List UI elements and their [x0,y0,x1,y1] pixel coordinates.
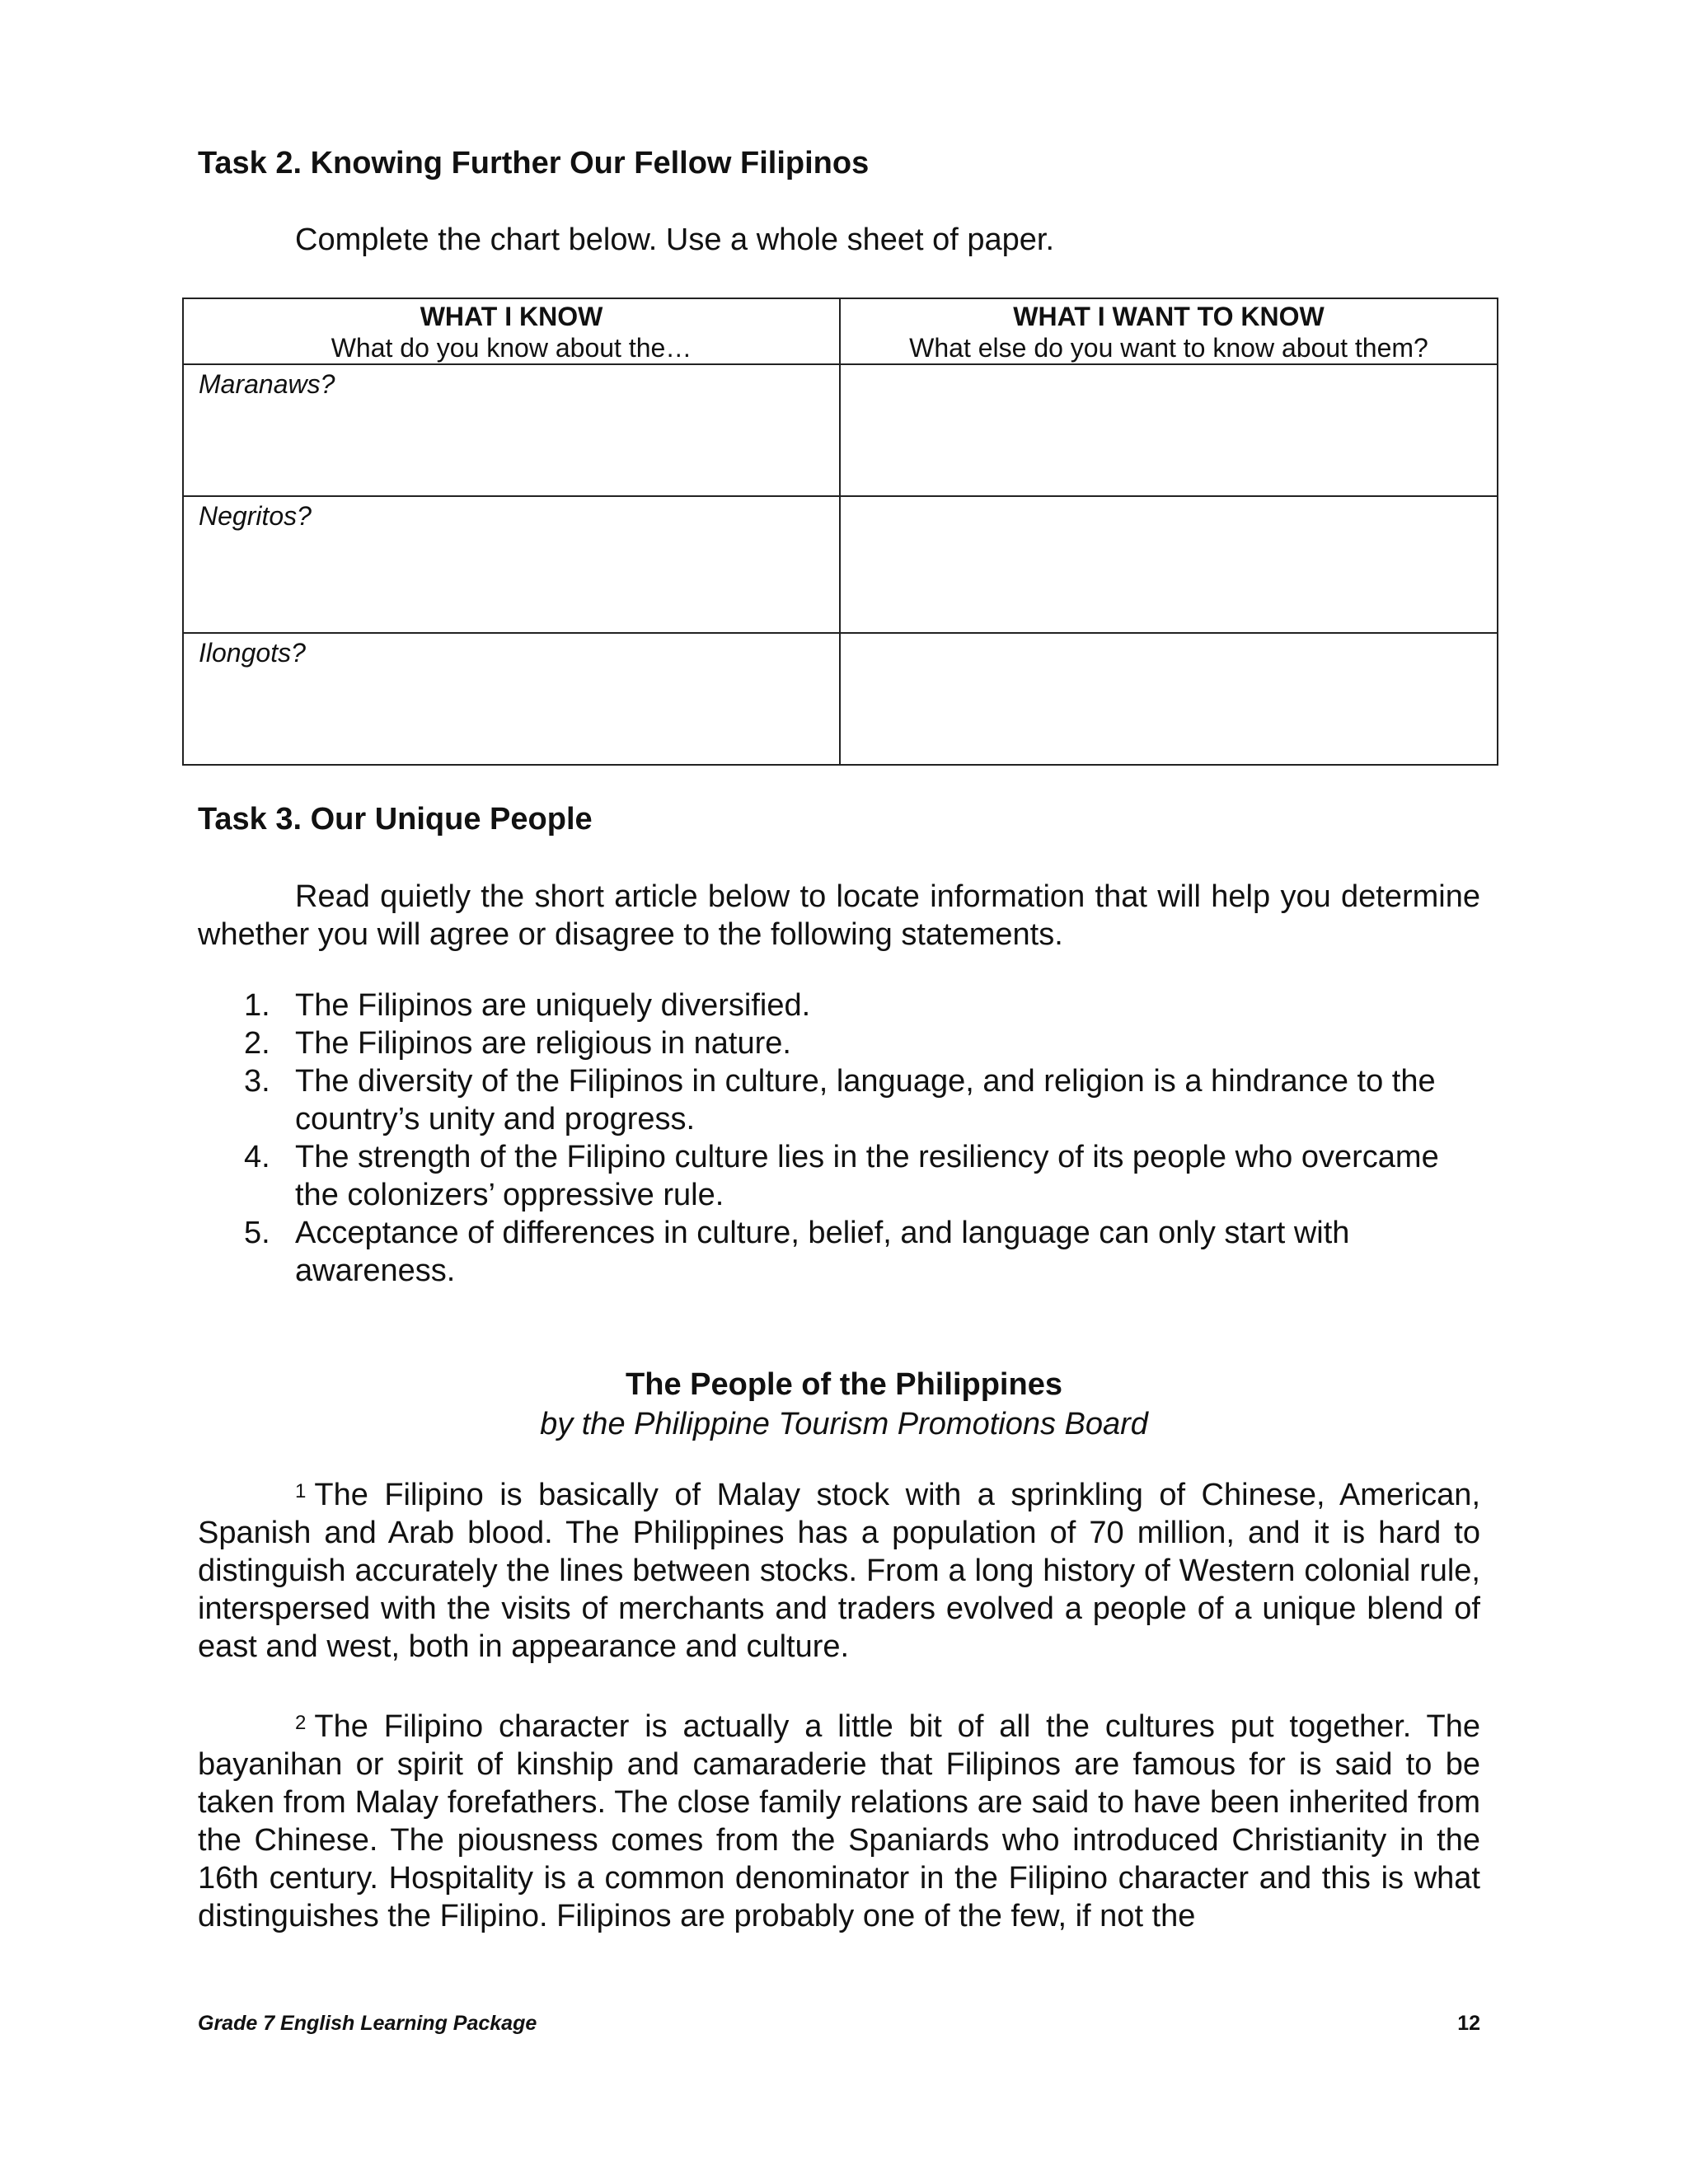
article-paragraph [198,1476,1480,1666]
statement-list [198,987,1484,1290]
chart-cell-want [840,633,1498,765]
task3-intro: Read quietly the short article below to locate information that will help you determine whether you will agree or disagree to the following statements. [198,879,1480,952]
article-byline: by the Philippine Tourism Promotions Board [540,1407,1148,1441]
list-item [198,1024,1484,1062]
chart-row [183,496,1498,633]
chart-col-header-know [183,298,840,364]
list-item-number: 3. [244,1064,270,1099]
list-item-number: 2. [244,1026,270,1061]
list-item [198,987,1484,1024]
chart-cell-want [840,364,1498,496]
list-item-number: 4. [244,1140,270,1174]
list-item-text: Acceptance of differences in culture, belief, and language can only start with awareness. [295,1216,1350,1288]
footer-title: Grade 7 English Learning Package [198,2012,537,2035]
chart-row [183,364,1498,496]
list-item-text: The diversity of the Filipinos in culture, language, and religion is a hindrance to the country’s unity and progress. [295,1064,1436,1137]
article-title: The People of the Philippines [626,1367,1062,1402]
chart-cell-know: Negritos? [183,496,840,633]
kwl-chart [182,298,1498,766]
chart-cell-know: Ilongots? [183,633,840,765]
chart-cell-want [840,496,1498,633]
list-item [198,1138,1484,1214]
col-title: WHAT I KNOW [420,302,603,331]
task2-instruction: Complete the chart below. Use a whole sheet of paper. [295,223,1054,257]
task2-heading: Task 2. Knowing Further Our Fellow Filipinos [198,146,870,180]
list-item-text: The Filipinos are religious in nature. [295,1026,791,1061]
col-subtitle: What do you know about the… [331,333,692,363]
list-item-text: The Filipinos are uniquely diversified. [295,988,811,1023]
list-item [198,1062,1484,1138]
article-paragraph [198,1708,1480,1935]
task3-heading: Task 3. Our Unique People [198,802,593,837]
list-item [198,1214,1484,1290]
paragraph-text: The Filipino character is actually a little bit of all the cultures put together. The bayanihan or spirit of kinship and camaraderie that Filipinos are famous for is said to be taken from Malay forefathers. The close family relations are said to have been inherited from the Chinese. The piousness comes from the Spaniards who introduced Christianity in the 16th century. Hospitality is a common denominator in the Filipino character and this is what distinguishes the Filipino. Filipinos are probably one of the few, if not the [198,1709,1480,1933]
page-number: 12 [1457,2012,1480,2035]
paragraph-number: 2 [295,1712,307,1734]
paragraph-text: The Filipino is basically of Malay stock with a sprinkling of Chinese, American, Spanish and Arab blood. The Philippines has a population of 70 million, and it is hard to distinguish accurately the lines between stocks. From a long history of Western colonial rule, interspersed with the visits of merchants and traders evolved a people of a unique blend of east and west, both in appearance and culture. [198,1478,1480,1664]
list-item-number: 5. [244,1216,270,1250]
chart-cell-know: Maranaws? [183,364,840,496]
list-item-text: The strength of the Filipino culture lies in the resiliency of its people who overcame the colonizers’ oppressive rule. [295,1140,1439,1212]
paragraph-number: 1 [295,1480,307,1502]
chart-row [183,633,1498,765]
col-title: WHAT I WANT TO KNOW [1013,302,1325,331]
col-subtitle: What else do you want to know about them? [909,333,1428,363]
chart-col-header-want [840,298,1498,364]
chart-header-row [183,298,1498,364]
list-item-number: 1. [244,988,270,1023]
